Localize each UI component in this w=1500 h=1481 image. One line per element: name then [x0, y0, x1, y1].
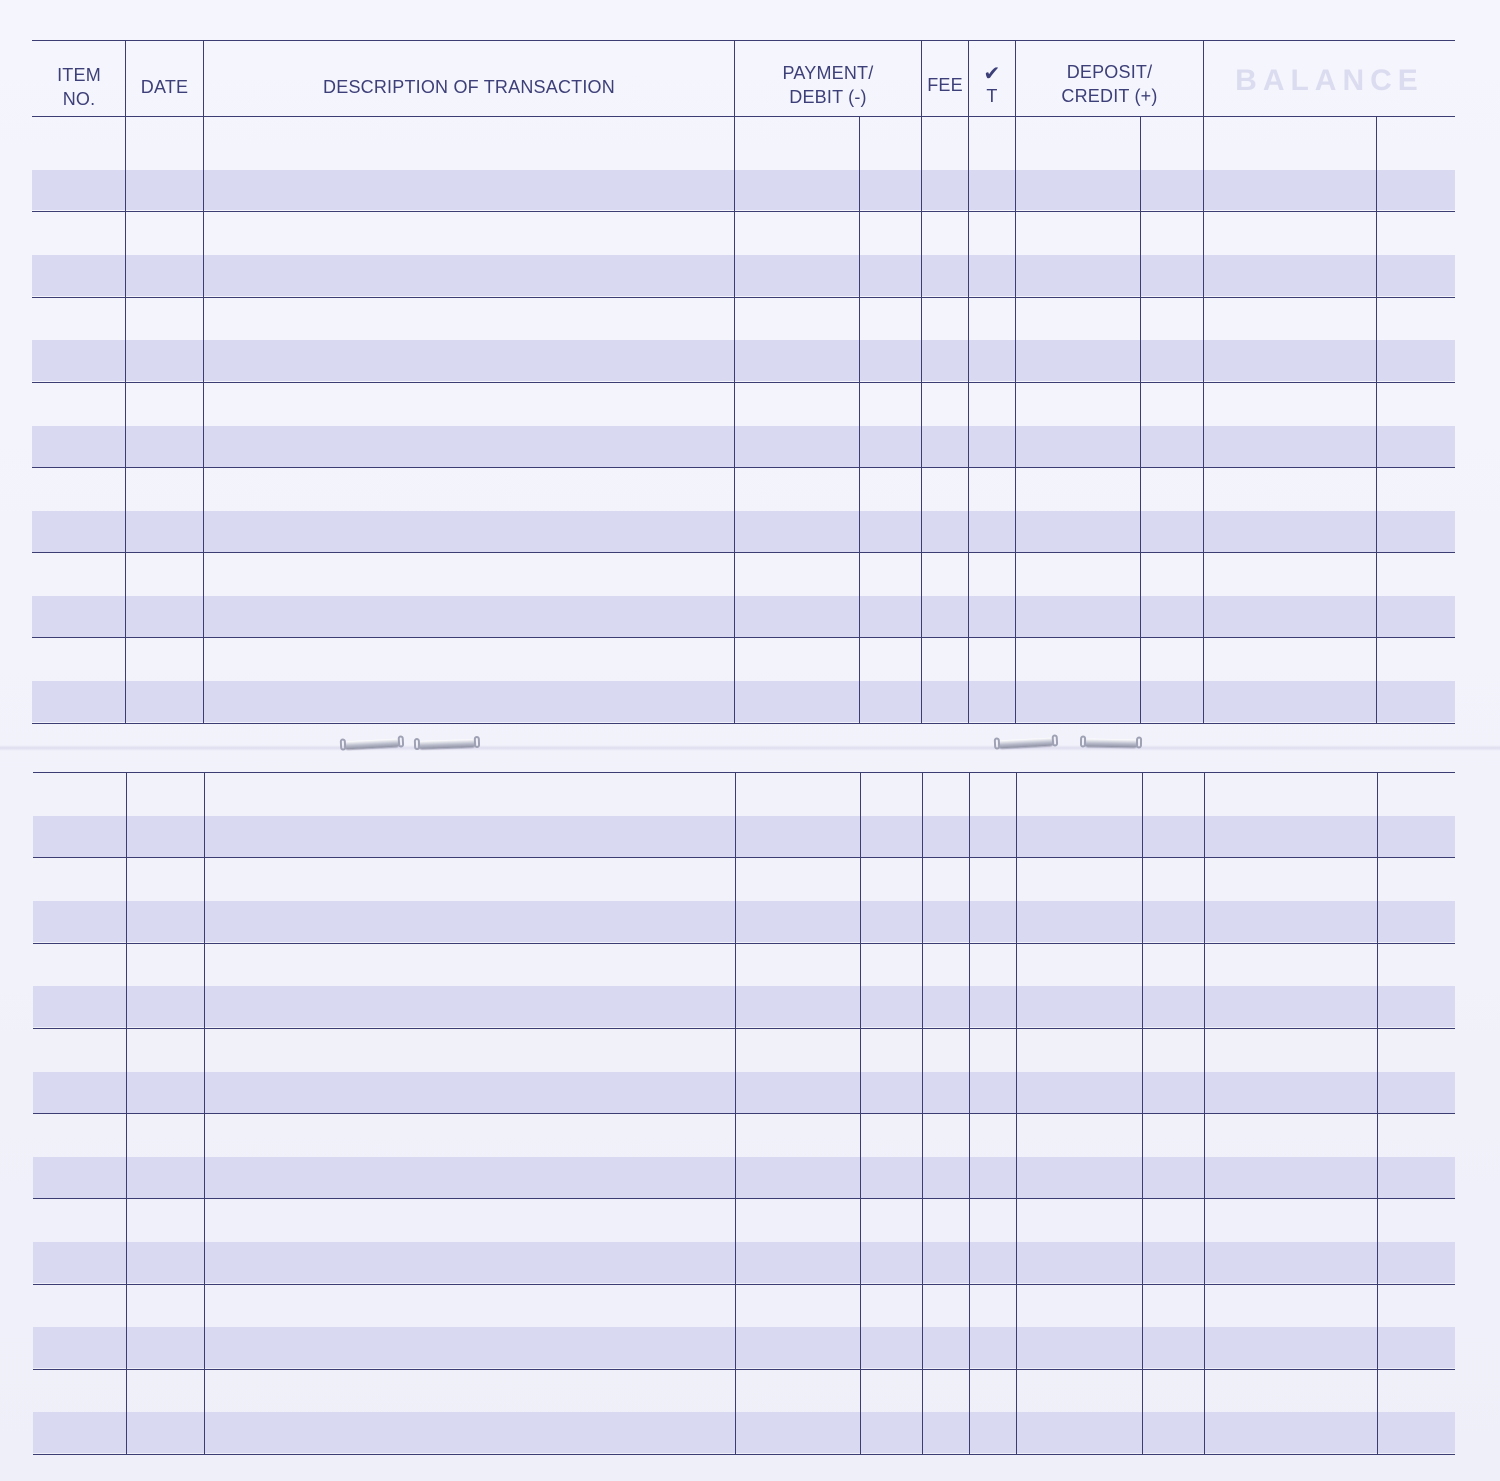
row-rule [33, 1369, 1455, 1370]
column-rule [1204, 772, 1205, 1454]
row-rule [33, 1198, 1455, 1199]
row-shade-band [33, 986, 1455, 1027]
row-shade-band [33, 816, 1455, 857]
column-rule [735, 772, 736, 1454]
row-rule [33, 772, 1455, 773]
row-rule [33, 1284, 1455, 1285]
column-rule [1016, 772, 1017, 1454]
column-rule [969, 772, 970, 1454]
row-shade-band [33, 1242, 1455, 1283]
row-rule [33, 943, 1455, 944]
header-description: DESCRIPTION OF TRANSACTION [323, 77, 615, 97]
column-rule [1377, 772, 1378, 1454]
row-shade-band [33, 1412, 1455, 1453]
row-shade-band [33, 1072, 1455, 1113]
header-check-t: T [986, 86, 998, 106]
header-balance: BALANCE [1235, 64, 1424, 97]
column-rule [204, 772, 205, 1454]
header-item-no: ITEM NO. [57, 65, 101, 109]
column-rule [126, 772, 127, 1454]
row-rule [33, 1454, 1455, 1455]
row-rule [33, 1113, 1455, 1114]
row-rule [33, 857, 1455, 858]
header-fee: FEE [927, 75, 963, 95]
header-date: DATE [140, 77, 189, 97]
row-shade-band [33, 1157, 1455, 1198]
header-payment-debit: PAYMENT/ DEBIT (-) [782, 63, 874, 107]
column-rule [860, 772, 861, 1454]
column-rule [922, 772, 923, 1454]
row-shade-band [33, 901, 1455, 942]
header-deposit-credit: DEPOSIT/ CREDIT (+) [1061, 62, 1158, 106]
row-shade-band [33, 1327, 1455, 1368]
row-rule [33, 1028, 1455, 1029]
checkmark-icon: ✔ [983, 63, 1001, 85]
column-rule [1142, 772, 1143, 1454]
